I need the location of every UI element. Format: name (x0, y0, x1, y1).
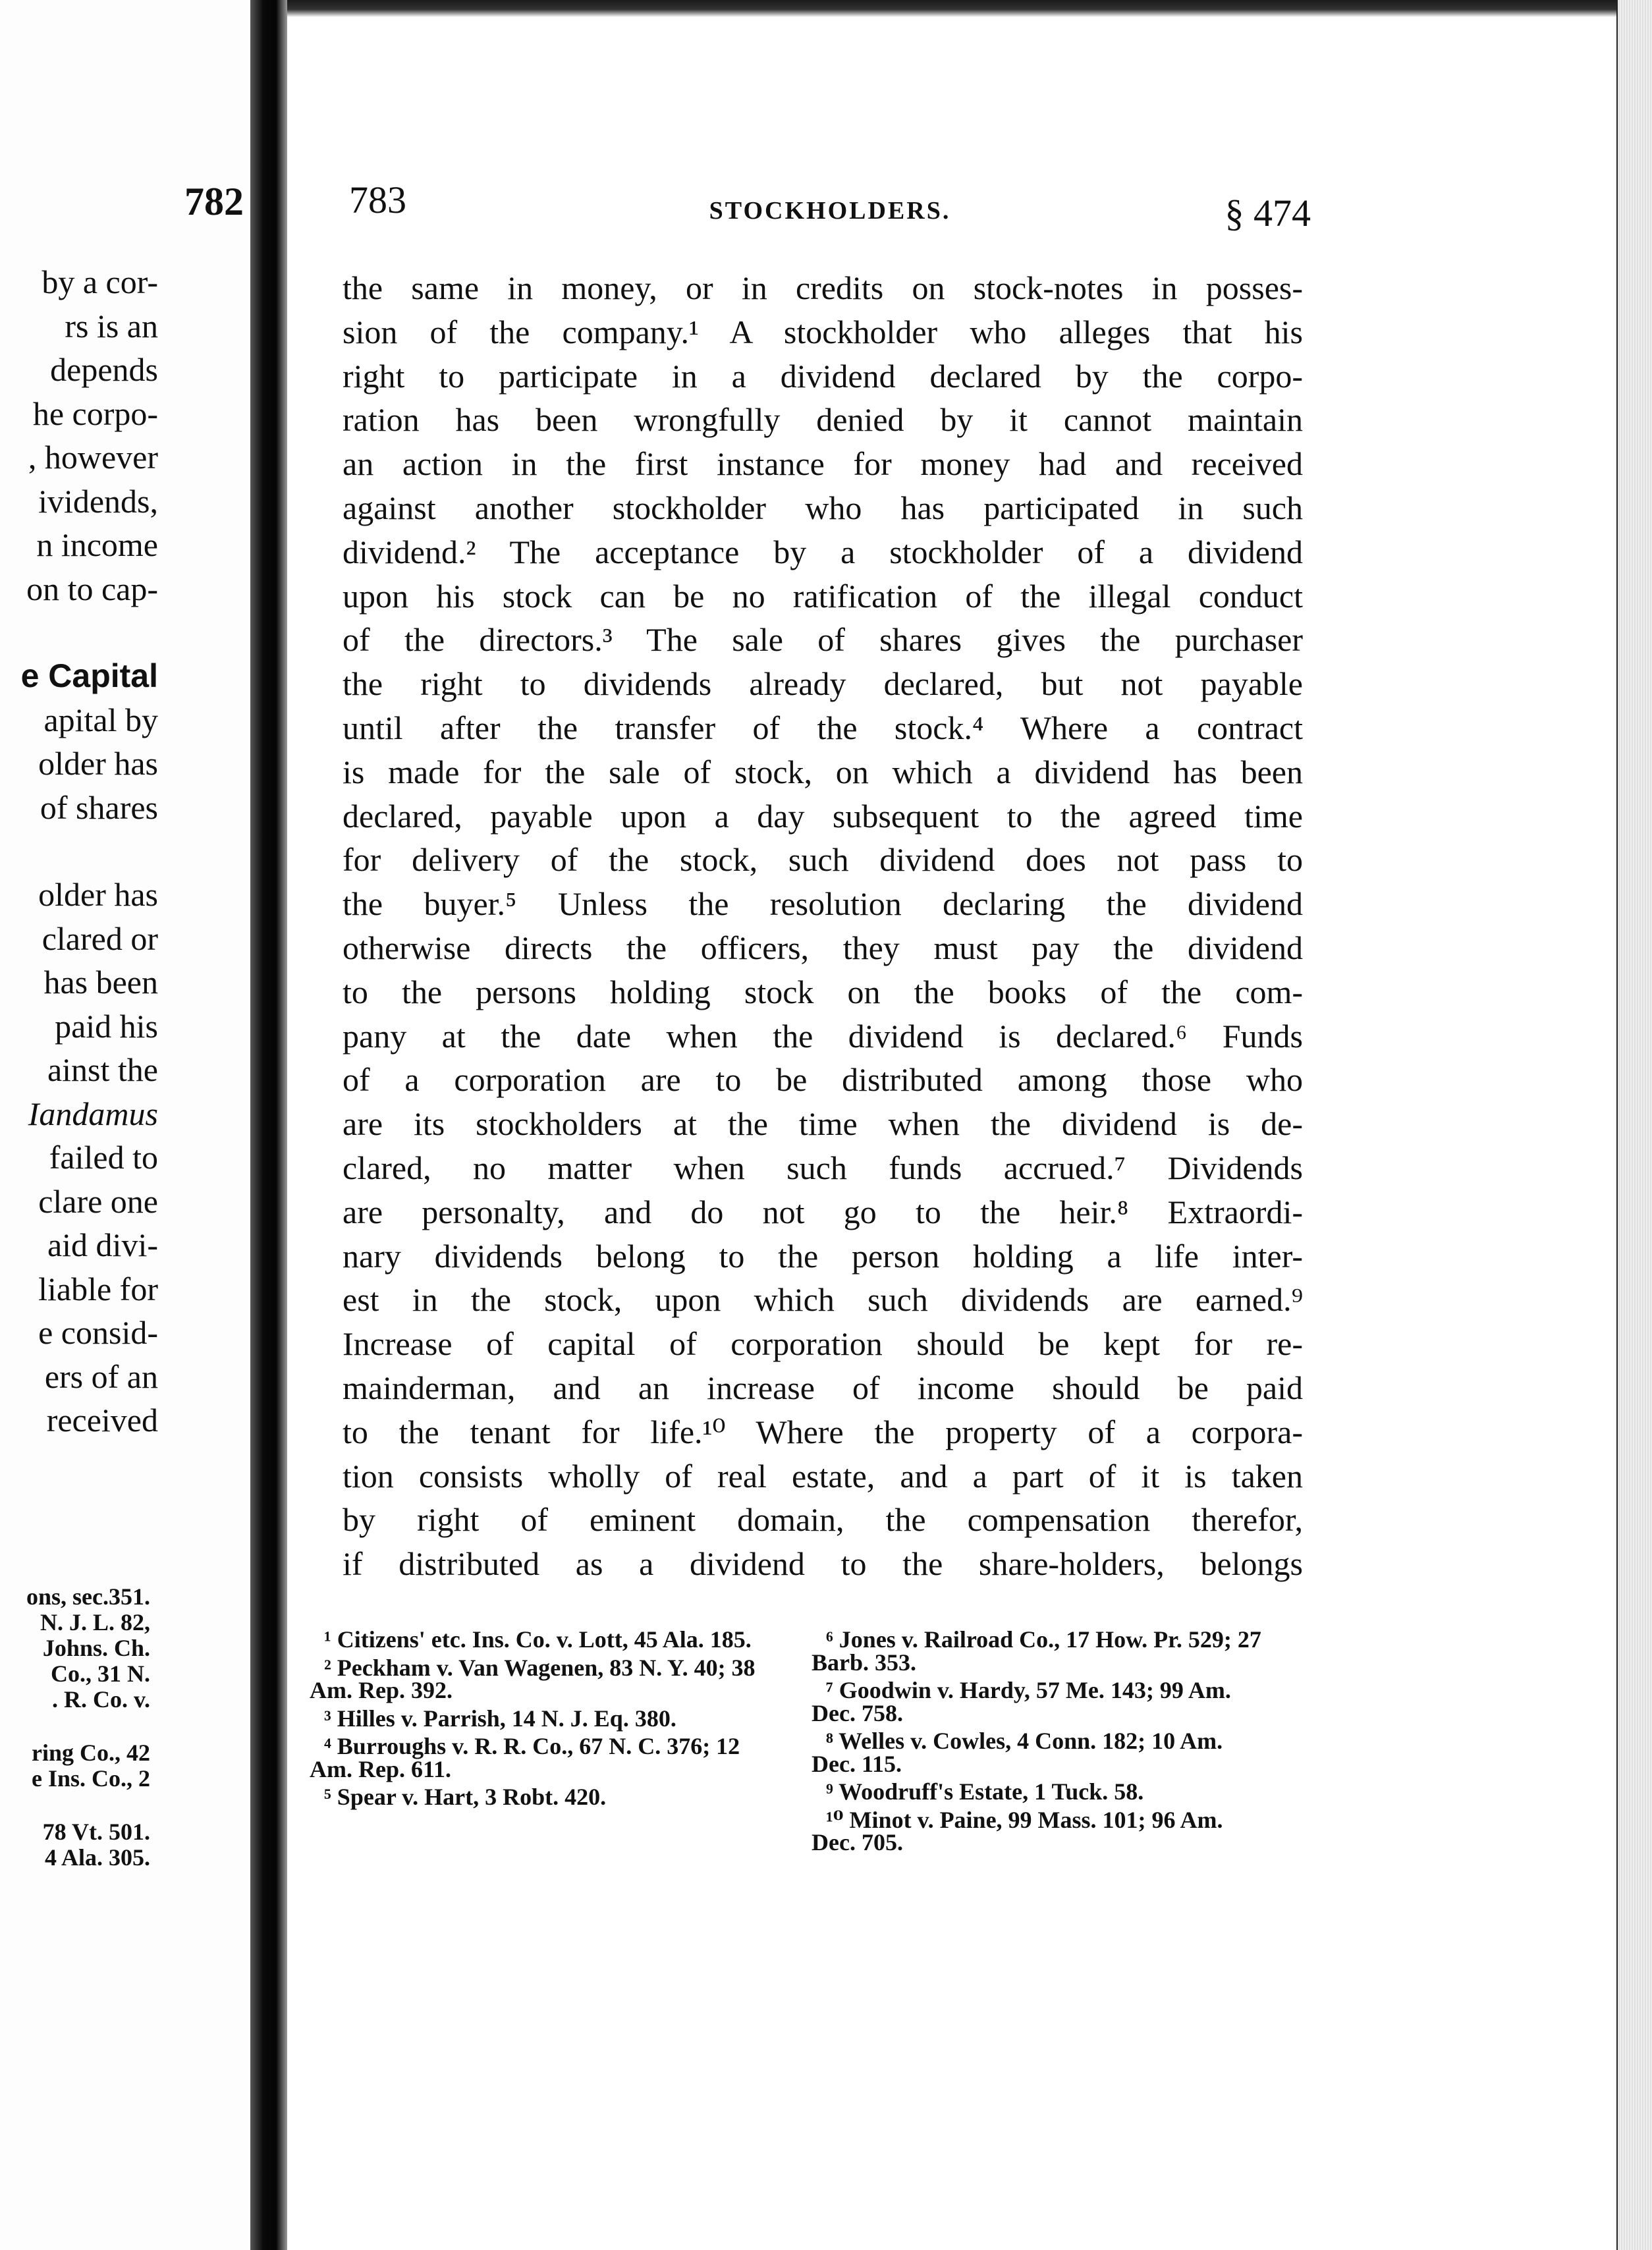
left-page-line-fragment: liable for (38, 1270, 158, 1307)
text-line: the right to dividends already declared, but not payable (343, 665, 1303, 703)
footnote: ¹⁰ Minot v. Paine, 99 Mass. 101; 96 Am. Dec. 705. (812, 1806, 1223, 1855)
page-header (349, 178, 1311, 237)
left-page-line-fragment: n income (36, 526, 158, 563)
left-page-footnote-fragment: . R. Co. v. (51, 1686, 150, 1713)
footnote: ¹ Citizens' etc. Ins. Co. v. Lott, 45 Ala. 185. (324, 1626, 752, 1653)
footnotes-left-column (310, 1628, 764, 1814)
text-line: ration has been wrongfully denied by it cannot maintain (343, 401, 1303, 439)
left-page-footnote-fragment: Johns. Ch. (42, 1635, 150, 1661)
footnotes-right-column (812, 1628, 1266, 1859)
footnote: ⁴ Burroughs v. R. R. Co., 67 N. C. 376; 12 Am. Rep. 611. (310, 1733, 740, 1782)
spacer (0, 611, 158, 654)
left-page-line-fragment: ividends, (38, 482, 158, 520)
text-line: for delivery of the stock, such dividend does not pass to (343, 841, 1303, 879)
section-number: § 474 (1225, 192, 1311, 234)
text-line: of the directors.³ The sale of shares gives the purchaser (343, 621, 1303, 659)
text-line: dividend.² The acceptance by a stockholder of a dividend (343, 533, 1303, 570)
text-line: by right of eminent domain, the compensation therefor, (343, 1501, 1303, 1539)
text-line: mainderman, and an increase of income should be paid (343, 1369, 1303, 1406)
left-page-line-fragment: of shares (40, 788, 158, 826)
spacer (0, 1713, 150, 1740)
text-line: of a corporation are to be distributed among those who (343, 1061, 1303, 1099)
main-text-column (343, 266, 1303, 1586)
left-page-line-fragment: ers of an (44, 1358, 158, 1395)
text-line: est in the stock, upon which such dividends are earned.⁹ (343, 1281, 1303, 1319)
text-line: sion of the company.¹ A stockholder who alleges that his (343, 313, 1303, 350)
left-page-line-fragment: paid his (55, 1007, 158, 1045)
left-page-line-fragment: by a cor- (41, 263, 158, 300)
text-line: is made for the sale of stock, on which a dividend has been (343, 753, 1303, 790)
footnote: ⁷ Goodwin v. Hardy, 57 Me. 143; 99 Am. Dec. 758. (812, 1677, 1231, 1726)
left-page-line-fragment: e consid- (38, 1314, 158, 1351)
text-line: to the persons holding stock on the books of the com- (343, 973, 1303, 1010)
left-page-text (0, 260, 158, 1442)
left-page-line-fragment: e Capital (20, 657, 158, 694)
text-line: upon his stock can be no ratification of the illegal conduct (343, 577, 1303, 615)
text-line: the buyer.⁵ Unless the resolution declaring the dividend (343, 885, 1303, 923)
text-line: tion consists wholly of real estate, and a part of it is taken (343, 1457, 1303, 1495)
left-page-footnote-fragment: ons, sec.351. (26, 1583, 150, 1610)
left-page-line-fragment: older has (38, 876, 158, 913)
text-line: are personalty, and do not go to the heir.⁸ Extraordi- (343, 1193, 1303, 1230)
footnote: ⁵ Spear v. Hart, 3 Robt. 420. (324, 1784, 607, 1810)
text-line: otherwise directs the officers, they must pay the dividend (343, 929, 1303, 966)
left-page-line-fragment: aid divi- (47, 1226, 158, 1263)
book-gutter (250, 0, 287, 2250)
running-head: STOCKHOLDERS. (709, 197, 951, 225)
text-line: are its stockholders at the time when the dividend is de- (343, 1105, 1303, 1143)
left-page-line-fragment: has been (43, 964, 158, 1001)
left-page-line-fragment: , however (28, 439, 158, 476)
left-page-line-fragment: apital by (43, 701, 158, 738)
right-page-edges (1616, 0, 1652, 2250)
page-number: 783 (349, 178, 406, 221)
left-page-line-fragment: depends (50, 351, 158, 388)
left-page-footnote-fragment: 4 Ala. 305. (44, 1844, 150, 1871)
text-line: declared, payable upon a day subsequent to the agreed time (343, 797, 1303, 835)
left-page-line-fragment: ainst the (47, 1051, 158, 1088)
left-page-footnote-fragment: Co., 31 N. (51, 1660, 150, 1687)
left-page-line-fragment: Iandamus (28, 1095, 158, 1132)
text-line: pany at the date when the dividend is declared.⁶ Funds (343, 1017, 1303, 1055)
left-page-footnote-fragment: N. J. L. 82, (40, 1609, 150, 1635)
footnote: ³ Hilles v. Parrish, 14 N. J. Eq. 380. (324, 1705, 676, 1732)
spacer (0, 829, 158, 873)
text-line: nary dividends belong to the person holding a life inter- (343, 1237, 1303, 1275)
text-line: right to participate in a dividend declared by the corpo- (343, 357, 1303, 395)
left-page-line-fragment: on to cap- (26, 570, 158, 607)
footnote: ⁶ Jones v. Railroad Co., 17 How. Pr. 529; 27 Barb. 353. (812, 1626, 1261, 1676)
left-page-line-fragment: received (46, 1402, 158, 1439)
left-page-line-fragment: rs is an (65, 307, 158, 344)
left-page-line-fragment: older has (38, 745, 158, 782)
text-line: if distributed as a dividend to the share-holders, belongs (343, 1545, 1303, 1583)
left-page-footnote-fragment: ring Co., 42 (32, 1740, 150, 1766)
left-page-line-fragment: clare one (38, 1182, 158, 1220)
spacer (0, 1792, 150, 1819)
text-line: to the tenant for life.¹⁰ Where the property of a corpora- (343, 1413, 1303, 1450)
top-page-edge (287, 0, 1618, 17)
text-line: until after the transfer of the stock.⁴ Where a contract (343, 709, 1303, 746)
footnote: ² Peckham v. Van Wagenen, 83 N. Y. 40; 38 Am. Rep. 392. (310, 1654, 756, 1703)
left-page-footnotes (0, 1584, 150, 1871)
footnote: ⁹ Woodruff's Estate, 1 Tuck. 58. (826, 1778, 1144, 1805)
left-page-line-fragment: he corpo- (32, 395, 158, 432)
left-page-footnote-fragment: e Ins. Co., 2 (31, 1765, 150, 1792)
text-line: clared, no matter when such funds accrued.⁷ Dividends (343, 1149, 1303, 1186)
left-page-number: 782 (184, 180, 244, 223)
text-line: Increase of capital of corporation should be kept for re- (343, 1325, 1303, 1363)
footnote: ⁸ Welles v. Cowles, 4 Conn. 182; 10 Am. Dec. 115. (812, 1728, 1223, 1777)
left-page-footnote-fragment: 78 Vt. 501. (42, 1819, 150, 1845)
text-line: the same in money, or in credits on stock-notes in posses- (343, 269, 1303, 306)
text-line: against another stockholder who has participated in such (343, 489, 1303, 526)
left-page-line-fragment: clared or (41, 919, 158, 957)
text-line: an action in the first instance for money had and received (343, 445, 1303, 483)
left-page-line-fragment: failed to (49, 1139, 158, 1176)
